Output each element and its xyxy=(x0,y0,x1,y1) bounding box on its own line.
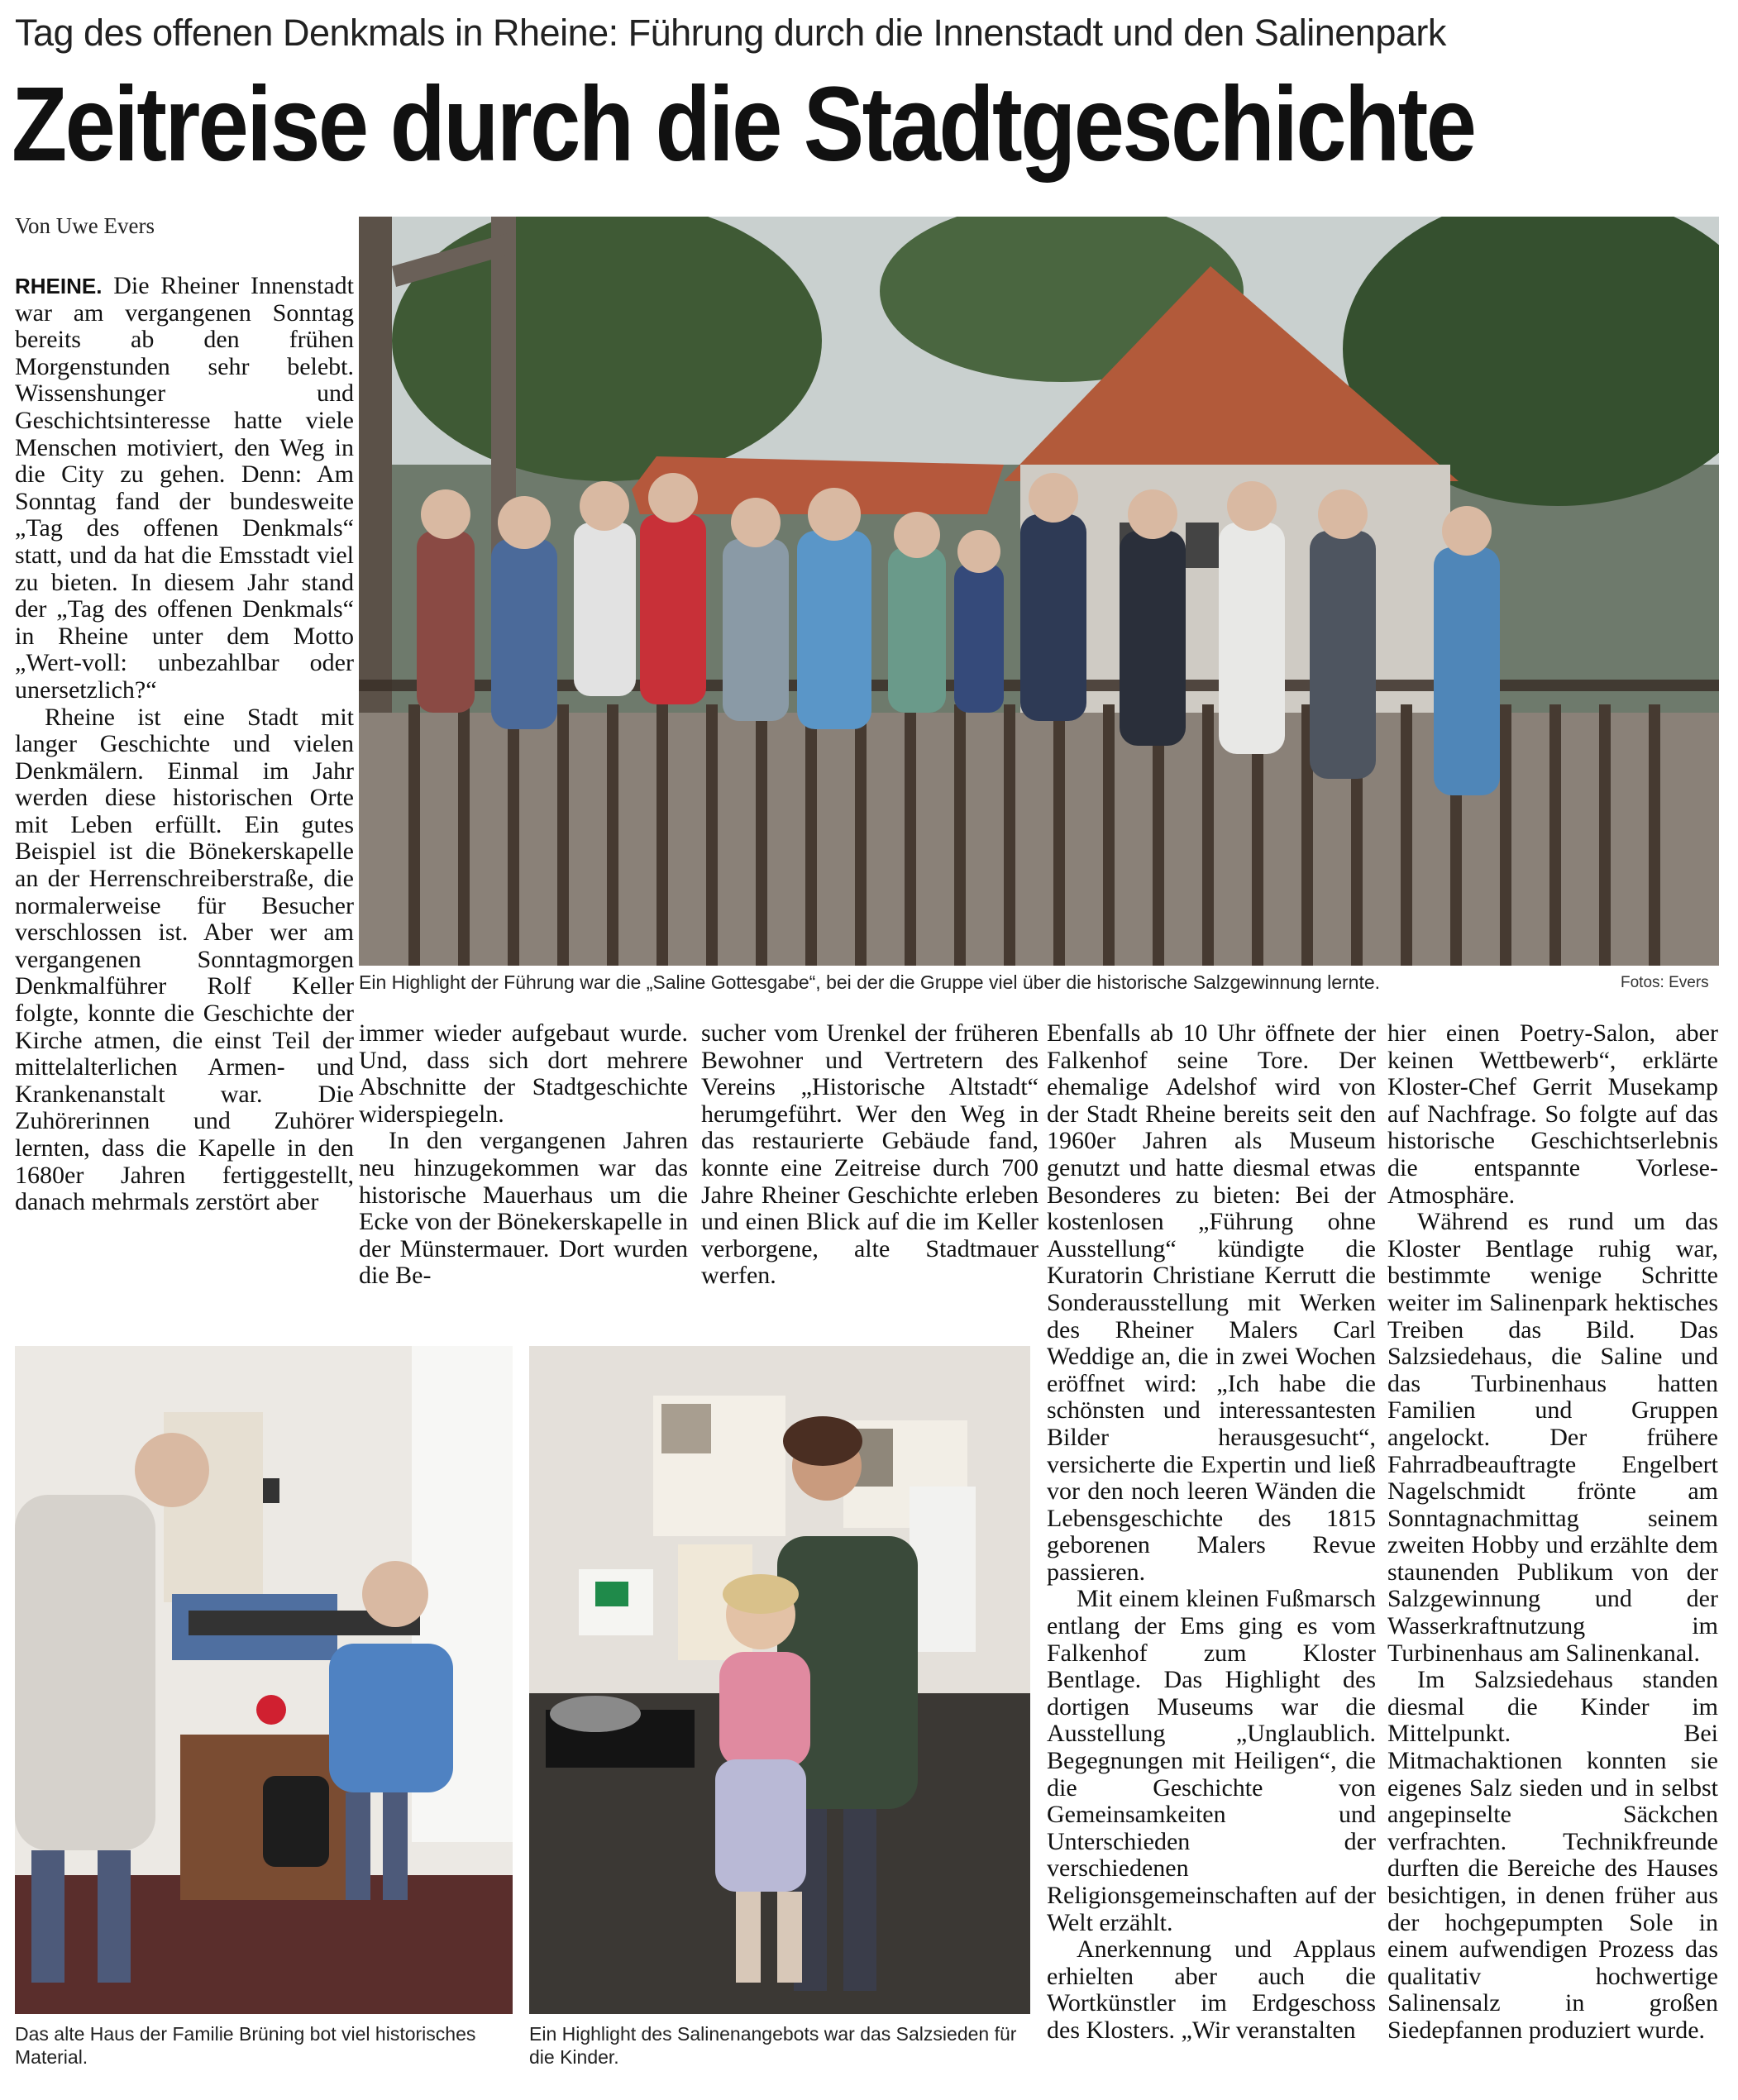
paragraph: Während es rund um das Kloster Bentlage ruhig war, bestimmte wenige Schritte weiter im Salinenpark hektisches Treiben das Bild. Das Salzsiedehaus, die Saline und das Turbinenhaus hatten Familien und Gruppen angelockt. Der frühere Fahrradbeauftragte Engelbert Nagelschmidt frönte am Sonntagnachmittag seinem zweiten Hobby und erzählte dem staunenden Publikum von der Salzgewinnung und der Wasserkraftnutzung im Turbinenhaus am Salinenkanal. xyxy=(1387,1208,1718,1667)
paragraph: Mit einem kleinen Fußmarsch entlang der Ems ging es vom Falkenhof zum Kloster Bentlage. Das Highlight des dortigen Museums war die Ausstellung „Unglaublich. Begegnungen mit Heiligen“, die die Geschichte von Gemeinsamkeiten und Unterschieden der verschiedenen Religionsgemeinschaften auf der Welt erzählt. xyxy=(1047,1585,1376,1936)
middle-photo-caption: Ein Highlight des Salinenangebots war das Salzsieden für die Kinder. xyxy=(529,2023,1017,2068)
paragraph: Rheine ist eine Stadt mit langer Geschichte und vielen Denkmälern. Einmal im Jahr werden diese historischen Orte mit Leben erfüllt. Ein gutes Beispiel ist die Bönekerskapelle an der Herrenschreiberstraße, die normalerweise für Besucher verschlossen ist. Aber wer am vergangenen Sonntagmorgen Denkmalführer Rolf Keller folgte, konnte die Geschichte der Kirche atmen, die einst Teil der mittelalterlichen Armen- und Krankenanstalt war. Die Zuhörerinnen und Zuhörer lernten, dass die Kapelle in den 1680er Jahren fertiggestellt, danach mehrmals zerstört aber xyxy=(15,703,354,1216)
headline: Zeitreise durch die Stadtgeschichte xyxy=(12,65,1475,184)
article-column-1 xyxy=(15,273,354,1216)
article-column-4 xyxy=(1047,1020,1376,2045)
main-photo xyxy=(359,217,1719,966)
byline: Von Uwe Evers xyxy=(15,213,155,238)
bruening-house-photo xyxy=(15,1346,513,2014)
article-column-2 xyxy=(359,1020,688,1290)
paragraph: hier einen Poetry-Salon, aber keinen Wettbewerb“, erklärte Kloster-Chef Gerrit Musekamp auf Nachfrage. So folgte auf das historische Geschichtserlebnis die entspannte Vorlese-Atmosphäre. xyxy=(1387,1019,1718,1209)
paragraph: Ebenfalls ab 10 Uhr öffnete der Falkenhof seine Tore. Der ehemalige Adelshof wird von der Stadt Rheine bereits seit den 1960er Jahren als Museum genutzt und hatte diesmal etwas Besonderes zu bieten: Bei der kostenlosen „Führung ohne Ausstellung“ kündigte die Kuratorin Christiane Kerrutt die Sonderausstellung mit Werken des Rheiner Malers Carl Weddige an, die in zwei Wochen eröffnet wird: „Ich habe die schönsten und interessantesten Bilder herausgesucht“, versicherte die Expertin und ließ vor den noch leeren Wänden die Lebensgeschichte des 1815 geborenen Malers Revue passieren. xyxy=(1047,1019,1376,1586)
article-column-5 xyxy=(1387,1020,1718,2045)
article-column-3 xyxy=(701,1020,1039,1290)
paragraph: Die Rheiner Innenstadt war am vergangenen Sonntag bereits ab den frühen Morgenstunden sehr belebt. Wissenshunger und Geschichtsinteresse hatte viele Menschen motiviert, den Weg in die City zu gehen. Denn: Am Sonntag fand der bundesweite „Tag des offenen Denkmals“ statt, und da hat die Emsstadt viel zu bieten. In diesem Jahr stand der „Tag des offenen Denkmals“ in Rheine unter dem Motto „Wert-voll: unbezahlbar oder unersetzlich?“ xyxy=(15,272,355,704)
paragraph: sucher vom Urenkel der früheren Bewohner und Vertretern des Vereins „Historische Altstadt“ herumgeführt. Wer den Weg in das restaurierte Gebäude fand, konnte eine Zeitreise durch 700 Jahre Rheiner Geschichte erleben und einen Blick auf die im Keller verborgene, alte Stadtmauer werfen. xyxy=(701,1019,1039,1290)
photo-credit: Fotos: Evers xyxy=(1621,974,1709,991)
paragraph: In den vergangenen Jahren neu hinzugekommen war das historische Mauerhaus um die Ecke von der Bönekerskapelle in der Münstermauer. Dort wurden die Be- xyxy=(359,1127,688,1290)
salt-boiling-photo xyxy=(529,1346,1030,2014)
paragraph: immer wieder aufgebaut wurde. Und, dass sich dort mehrere Abschnitte der Stadtgeschichte widerspiegeln. xyxy=(359,1019,688,1128)
dateline: RHEINE. xyxy=(15,274,103,298)
kicker: Tag des offenen Denkmals in Rheine: Führung durch die Innenstadt und den Salinenpark xyxy=(15,12,1446,54)
left-photo-caption: Das alte Haus der Familie Brüning bot viel historisches Material. xyxy=(15,2023,476,2068)
main-photo-caption: Ein Highlight der Führung war die „Saline Gottesgabe“, bei der die Gruppe viel über die historische Salzgewinnung lernte. xyxy=(359,971,1381,993)
paragraph: Im Salzsiedehaus standen diesmal die Kinder im Mittelpunkt. Bei Mitmachaktionen konnten sie eigenes Salz sieden und in selbst angepinselte Säckchen verfrachten. Technikfreunde durften die Bereiche des Hauses besichtigen, in denen früher aus der hochgepumpten Sole in einem aufwendigen Prozess das qualitativ hochwertige Salinensalz in großen Siedepfannen produziert wurde. xyxy=(1387,1666,1718,2044)
paragraph: Anerkennung und Applaus erhielten aber auch die Wortkünstler im Erdgeschoss des Klosters. „Wir veranstalten xyxy=(1047,1935,1376,2044)
